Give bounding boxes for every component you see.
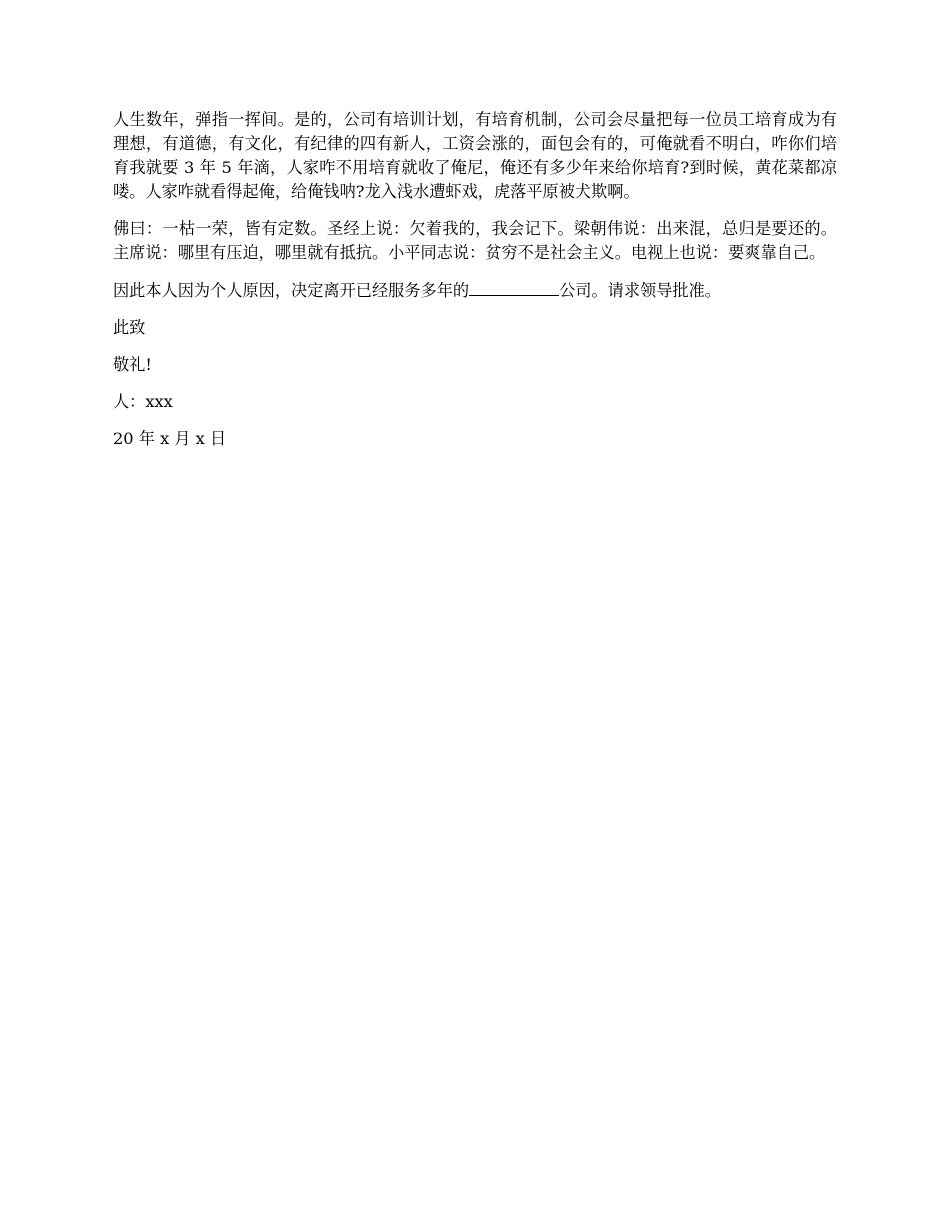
closing-salutation: 此致 — [113, 318, 146, 337]
date-line: 20 年 x 月 x 日 — [113, 429, 227, 448]
resignation-text-after: 公司。请求领导批准。 — [559, 281, 721, 300]
resignation-statement — [113, 278, 837, 303]
signer-line: 人：xxx — [113, 392, 173, 411]
company-name-blank — [469, 278, 559, 296]
closing-respect: 敬礼! — [113, 355, 152, 374]
paragraph-1: 人生数年，弹指一挥间。是的，公司有培训计划，有培育机制，公司会尽量把每一位员工培育成为有理想，有道德，有文化，有纪律的四有新人，工资会涨的，面包会有的，可俺就看不明白，咋你们培育我就要 3 年 5 年滴，人家咋不用培育就收了俺尼，俺还有多少年来给你培育?到时候，黄花菜都凉喽。人家咋就看得起俺，给俺钱呐?龙入浅水遭虾戏，虎落平原被犬欺啊。 — [113, 110, 837, 201]
resignation-text-before: 因此本人因为个人原因，决定离开已经服务多年的 — [113, 281, 470, 300]
letter-body — [113, 108, 837, 464]
paragraph-2: 佛曰：一枯一荣，皆有定数。圣经上说：欠着我的，我会记下。梁朝伟说：出来混，总归是要还的。主席说：哪里有压迫，哪里就有抵抗。小平同志说：贫穷不是社会主义。电视上也说：要爽靠自己。 — [113, 219, 837, 262]
